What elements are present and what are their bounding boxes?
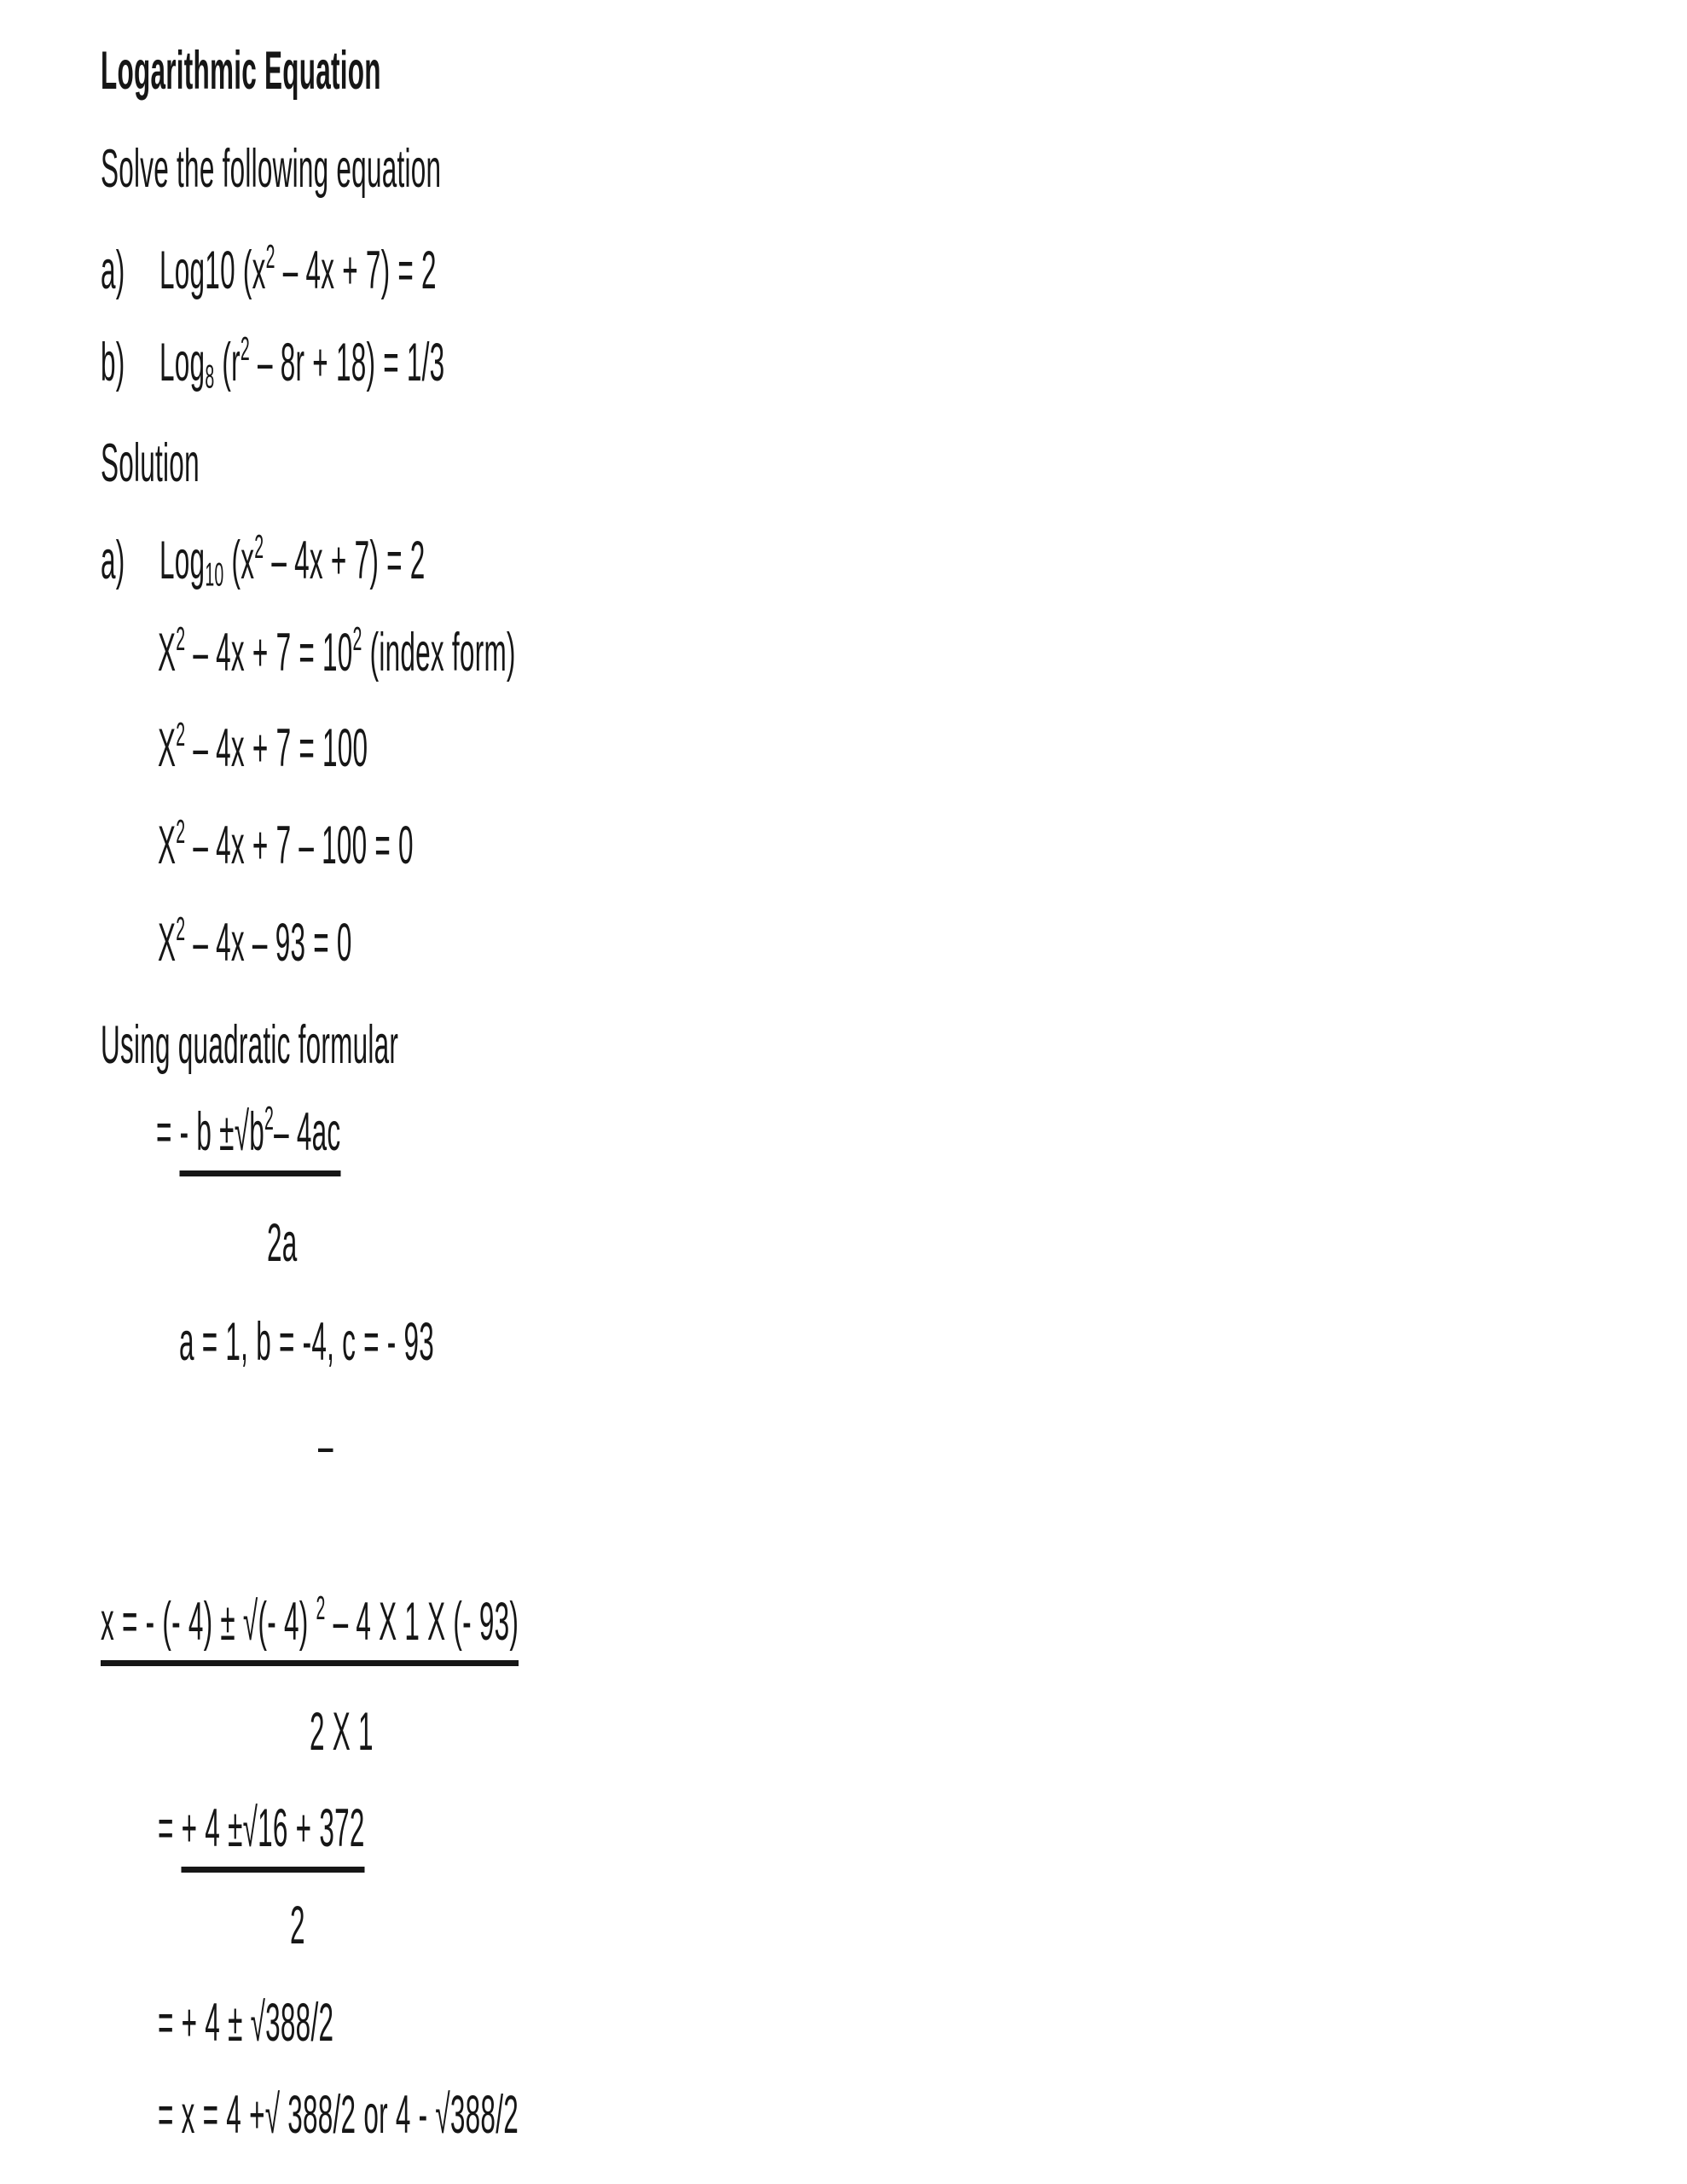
text-segment: – 4x + 7) = 2 [264, 531, 426, 590]
quadratic-formula-numerator [156, 1102, 340, 1176]
text-segment: (index form) [362, 623, 516, 682]
text-segment: – 4x + 7) = 2 [275, 241, 437, 300]
text-segment: + 4 ±√16 + 372 [181, 1798, 365, 1858]
problem-b-equation [159, 330, 445, 396]
page-title: Logarithmic Equation [101, 41, 381, 101]
text-segment: X [158, 913, 177, 973]
simplify-denominator: 2 [290, 1896, 305, 1955]
subscript: 8 [205, 358, 215, 396]
step-index-form [158, 620, 516, 683]
problem-a-equation [159, 238, 437, 301]
step-eq-93 [158, 910, 352, 973]
abc-values: a = 1, b = -4, c = - 93 [179, 1312, 435, 1372]
superscript: 2 [264, 1100, 275, 1137]
text-segment: – 8r + 18) = 1/3 [250, 333, 445, 392]
text-segment: – 4 X 1 X (- 93) [325, 1592, 519, 1652]
text-segment: – 4x + 7 = 10 [185, 623, 353, 682]
underlined-segment [182, 1798, 365, 1873]
intro-text: Solve the following equation [101, 139, 442, 199]
superscript: 2 [176, 910, 186, 948]
solution-heading: Solution [101, 433, 200, 493]
text-segment: Log10 (x [159, 241, 266, 300]
text-segment: = [158, 1798, 182, 1858]
superscript: 2 [176, 620, 186, 658]
text-segment: – 4x – 93 = 0 [185, 913, 352, 973]
problem-b-label: b) [101, 333, 125, 392]
text-segment: (x [223, 531, 255, 590]
text-segment: – 4x + 7 – 100 = 0 [185, 816, 414, 875]
step-eq-minus-100 [158, 813, 414, 876]
simplify-numerator [158, 1798, 365, 1873]
underlined-segment [180, 1102, 341, 1176]
superscript: 2 [176, 813, 186, 851]
underlined-segment [101, 1589, 519, 1666]
text-segment: X [158, 623, 177, 682]
substitution-numerator [101, 1589, 519, 1666]
text-segment: = [156, 1102, 180, 1162]
text-segment: X [158, 816, 177, 875]
result-line: = + 4 ± √388/2 [158, 1993, 334, 2053]
text-segment: - b ±√b [179, 1102, 265, 1162]
subscript: 10 [205, 556, 224, 594]
text-segment: – 4ac [274, 1102, 341, 1162]
text-segment: Log [159, 333, 206, 392]
text-segment: X [158, 718, 177, 778]
superscript: 2 [265, 238, 275, 276]
substitution-denominator: 2 X 1 [310, 1702, 374, 1762]
final-answer-line: = x = 4 +√ 388/2 or 4 - √388/2 [158, 2085, 519, 2145]
superscript: 2 [176, 716, 186, 753]
superscript: 2 [352, 620, 362, 658]
problem-a-label: a) [101, 241, 125, 300]
quadratic-formula-denominator: 2a [267, 1213, 298, 1273]
solution-a-equation [159, 528, 426, 594]
text-segment: – 4x + 7 = 100 [185, 718, 368, 778]
superscript: 2 [240, 330, 251, 368]
text-segment: x = - (- 4) ± √(- 4) [101, 1592, 316, 1652]
superscript: 2 [316, 1589, 326, 1627]
stray-dash: – [318, 1416, 333, 1476]
text-segment: (r [214, 333, 241, 392]
text-segment: Log [159, 531, 206, 590]
solution-a-label: a) [101, 531, 125, 590]
superscript: 2 [254, 528, 264, 566]
step-eq-100 [158, 718, 368, 779]
using-quadratic-label: Using quadratic formular [101, 1015, 399, 1075]
